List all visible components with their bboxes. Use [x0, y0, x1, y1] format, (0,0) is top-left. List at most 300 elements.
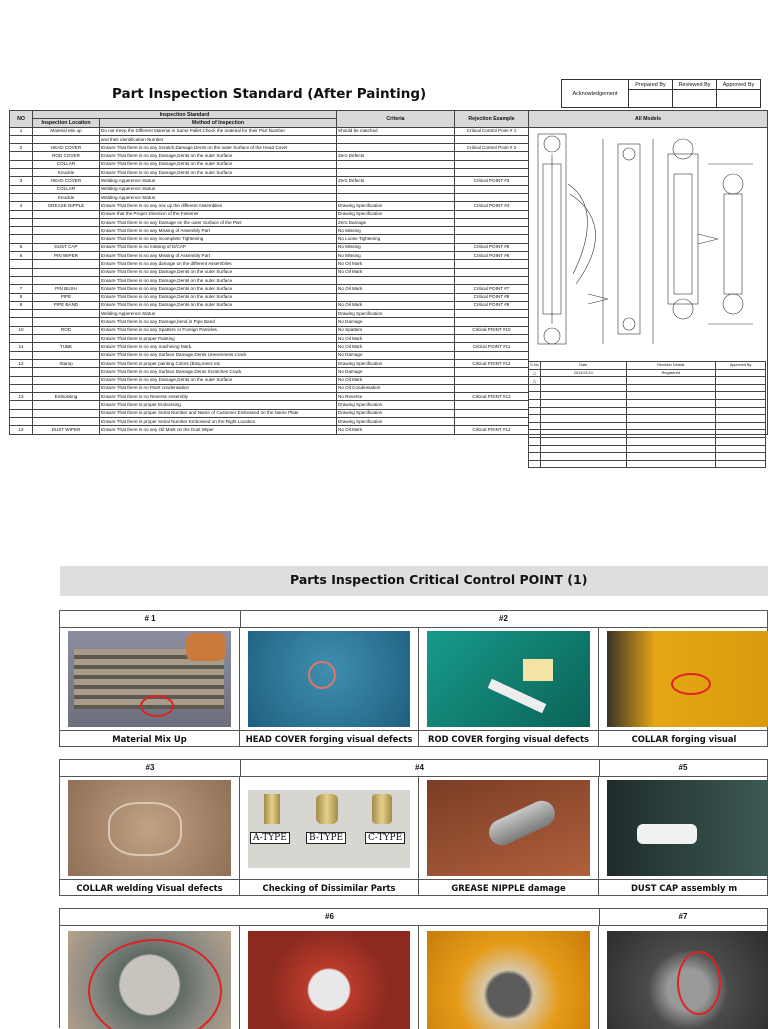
- photo-group-1: [59, 610, 768, 747]
- cell-no: [10, 210, 33, 218]
- revision-cell: [540, 384, 626, 392]
- cell-rejection: Critical POINT #9: [455, 301, 529, 309]
- cell-criteria: [337, 276, 455, 284]
- cell-method: Ensure That there is proper Serial Number Embossed on the Right Location: [100, 417, 337, 425]
- cell-criteria: [337, 185, 455, 193]
- cell-method: Ensure That there is no any Damage on the outer Surface of the Part: [100, 218, 337, 226]
- cell-method: Ensure That there is proper Painting: [100, 335, 337, 343]
- revision-cell: [716, 453, 766, 461]
- revision-cell: [716, 422, 766, 430]
- revision-cell: [529, 392, 541, 400]
- photo-cell-rod-cover: [419, 627, 599, 747]
- cell-criteria: [337, 135, 455, 143]
- cell-criteria: No Oil Mark: [337, 343, 455, 351]
- revision-cell: [540, 430, 626, 438]
- cell-criteria: [337, 144, 455, 152]
- approval-box: [561, 79, 761, 108]
- cell-rejection: Critical Control Point # 1: [455, 127, 529, 135]
- cell-no: 6: [10, 252, 33, 260]
- cylinder-drawing: [528, 124, 766, 360]
- header-models: All Models: [529, 111, 768, 128]
- revision-row: [529, 460, 766, 468]
- photo-group-2: [59, 759, 768, 896]
- cell-criteria: Zero Defects: [337, 177, 455, 185]
- cell-location: DUST CAP: [33, 243, 100, 251]
- type-label-a: A-TYPE: [250, 832, 290, 844]
- cell-rejection: [455, 235, 529, 243]
- cell-no: 5: [10, 243, 33, 251]
- revision-cell: [716, 377, 766, 385]
- cell-rejection: Critical POINT #11: [455, 343, 529, 351]
- cell-rejection: [455, 409, 529, 417]
- caption-rod-cover: ROD COVER forging visual defects: [419, 730, 598, 747]
- revision-cell: [626, 415, 716, 423]
- cell-no: [10, 169, 33, 177]
- cell-criteria: No Oil Mark: [337, 376, 455, 384]
- cell-criteria: No Oil Mark: [337, 285, 455, 293]
- photo-cell-dissimilar-parts: [240, 776, 419, 896]
- revision-cell: Registered: [626, 369, 716, 377]
- group-label-7: #7: [599, 909, 767, 926]
- cell-location: [33, 268, 100, 276]
- cell-location: [33, 210, 100, 218]
- cell-method: Welding Apperence Status: [100, 193, 337, 201]
- cell-rejection: [455, 193, 529, 201]
- cell-rejection: [455, 384, 529, 392]
- cell-no: 13: [10, 393, 33, 401]
- revision-cell: [529, 460, 541, 468]
- photo-cell-collar: [599, 627, 768, 747]
- cell-criteria: Zero Defects: [337, 152, 455, 160]
- header-criteria: Criteria: [337, 111, 455, 128]
- cell-method: Ensure That there is no Reverse Assembly: [100, 393, 337, 401]
- photo-pin-wiper-3: [427, 931, 590, 1029]
- cell-rejection: [455, 227, 529, 235]
- cell-no: [10, 417, 33, 425]
- cell-criteria: No Damage: [337, 368, 455, 376]
- caption-dust-cap: DUST CAP assembly m: [599, 879, 768, 896]
- cell-criteria: [337, 293, 455, 301]
- revision-table: [528, 361, 766, 468]
- cell-method: Ensure That there is no any Damage,Dents on the outer Surface: [100, 152, 337, 160]
- cell-location: DUST WIPER: [33, 426, 100, 434]
- cell-method: Ensure That there is no any Scratch,Damage,Dents on the outer Surface of the Head Cover: [100, 144, 337, 152]
- revision-row: [529, 377, 766, 385]
- revision-cell: [540, 392, 626, 400]
- group-label-3: #3: [60, 760, 241, 777]
- revision-cell: [626, 437, 716, 445]
- cell-method: Ensure That there is no any machining Mark.: [100, 343, 337, 351]
- revision-cell: [540, 407, 626, 415]
- cell-no: 10: [10, 326, 33, 334]
- cell-location: ROD: [33, 326, 100, 334]
- revision-cell: [529, 399, 541, 407]
- cell-location: Knuckle: [33, 193, 100, 201]
- header-method: Method of Inspection: [100, 119, 337, 127]
- cell-method: Ensure That there is no any Damage,Dents on the outer Surface: [100, 293, 337, 301]
- caption-head-cover: HEAD COVER forging visual defects: [240, 730, 418, 747]
- cell-no: 3: [10, 177, 33, 185]
- cell-location: [33, 351, 100, 359]
- cell-rejection: Critical Control Point # 2: [455, 144, 529, 152]
- header-no: NO: [10, 111, 33, 128]
- photo-cell-collar-welding: [60, 776, 240, 896]
- cell-location: [33, 276, 100, 284]
- cell-no: [10, 235, 33, 243]
- cell-method: Ensure That there is no any Damage,Dents on the outer Surface: [100, 376, 337, 384]
- revision-header-row: [529, 362, 766, 370]
- cell-no: [10, 152, 33, 160]
- cell-location: [33, 335, 100, 343]
- critical-control-banner: [60, 566, 768, 596]
- cell-rejection: Critical POINT #13: [455, 393, 529, 401]
- reviewed-by-label: Reviewed By: [673, 80, 717, 90]
- cell-location: [33, 318, 100, 326]
- revision-cell: [716, 430, 766, 438]
- cell-rejection: [455, 185, 529, 193]
- cell-criteria: No Loose Tightening: [337, 235, 455, 243]
- photo-head-cover: [248, 631, 410, 727]
- revision-cell: [626, 422, 716, 430]
- cell-method: Ensure That there is no any Damage,Dents on the outer Surface: [100, 169, 337, 177]
- cell-rejection: Critical POINT #8: [455, 293, 529, 301]
- revision-cell: [529, 415, 541, 423]
- photo-cell-grease-nipple: [419, 776, 599, 896]
- cell-criteria: Drawing Specification: [337, 359, 455, 367]
- cell-criteria: Should be matched: [337, 127, 455, 135]
- photo-material-mix: [68, 631, 231, 727]
- cell-location: TUBE: [33, 343, 100, 351]
- cell-criteria: No Damage: [337, 351, 455, 359]
- cell-no: [10, 368, 33, 376]
- caption-grease-nipple: GREASE NIPPLE damage: [419, 879, 598, 896]
- cell-no: 12: [10, 359, 33, 367]
- cell-no: 9: [10, 301, 33, 309]
- cell-location: HEAD COVER: [33, 144, 100, 152]
- caption-dissimilar-parts: Checking of Dissimilar Parts: [240, 879, 418, 896]
- group-label-2: #2: [240, 611, 767, 628]
- revision-cell: [529, 445, 541, 453]
- cell-method: Ensure That there is no any Damage,Dents on the outer Surface: [100, 160, 337, 168]
- cell-method: Ensure That there is no missing of D/CAP: [100, 243, 337, 251]
- cell-criteria: Drawing Specification: [337, 310, 455, 318]
- cell-criteria: [337, 160, 455, 168]
- caption-collar: COLLAR forging visual: [599, 730, 768, 747]
- revision-row: [529, 399, 766, 407]
- cell-location: [33, 409, 100, 417]
- revision-cell: [626, 407, 716, 415]
- photo-cell-pin-wiper-3: [419, 925, 599, 1029]
- cell-criteria: No Reverse: [337, 393, 455, 401]
- revision-row: [529, 369, 766, 377]
- cell-no: [10, 335, 33, 343]
- cell-location: Stamp: [33, 359, 100, 367]
- photo-cell-pin-bush: [599, 925, 768, 1029]
- photo-dust-cap: [607, 780, 768, 876]
- cell-location: [33, 376, 100, 384]
- revision-cell: [716, 415, 766, 423]
- revision-header: Revision Details: [626, 362, 716, 370]
- group-label-4: #4: [240, 760, 600, 777]
- cell-location: Knuckle: [33, 169, 100, 177]
- cell-rejection: [455, 218, 529, 226]
- revision-cell: [626, 460, 716, 468]
- cell-no: 7: [10, 285, 33, 293]
- revision-header: Date: [540, 362, 626, 370]
- revision-cell: [529, 369, 541, 377]
- cell-method: Ensure That there is no any Oil Mark on the Dust Wiper: [100, 426, 337, 434]
- cell-method: Welding Apperence Status: [100, 310, 337, 318]
- revision-cell: [540, 437, 626, 445]
- header-standard: Inspection Standard: [33, 111, 337, 119]
- photo-nipples: [248, 790, 410, 868]
- cell-method: Ensure That there is no Paint condensation: [100, 384, 337, 392]
- cell-method: Ensure That there is no any Spatters or Foreign Particles.: [100, 326, 337, 334]
- caption-material-mix: Material Mix Up: [60, 730, 239, 747]
- cell-no: [10, 160, 33, 168]
- cell-criteria: No Oil Mark: [337, 426, 455, 434]
- cell-method: Ensure That there is no any incomplete Tightening: [100, 235, 337, 243]
- revision-cell: [529, 430, 541, 438]
- revision-cell: [540, 399, 626, 407]
- revision-cell: [540, 377, 626, 385]
- photo-cell-pin-wiper-2: [240, 925, 419, 1029]
- cell-no: [10, 318, 33, 326]
- photo-collar-welding: [68, 780, 231, 876]
- cell-method: Ensure That there is proper painting Colors (Bisq,mesz etc.: [100, 359, 337, 367]
- cell-no: [10, 193, 33, 201]
- cell-location: Embossing: [33, 393, 100, 401]
- revision-triangle-icon: △: [533, 371, 536, 376]
- revision-cell: [540, 445, 626, 453]
- cell-location: [33, 218, 100, 226]
- cell-no: 1: [10, 127, 33, 135]
- cell-location: PIN BUSH: [33, 285, 100, 293]
- cell-no: 8: [10, 293, 33, 301]
- header-rejection: Rejection Example: [455, 111, 529, 128]
- cell-method: Welding Apperence Status: [100, 177, 337, 185]
- cell-rejection: Critical POINT #10: [455, 326, 529, 334]
- group-label-6: #6: [60, 909, 600, 926]
- approved-by-label: Approved By: [717, 80, 761, 90]
- revision-cell: [716, 445, 766, 453]
- cell-criteria: No Oil Mark: [337, 260, 455, 268]
- revision-cell: [716, 384, 766, 392]
- cell-location: [33, 227, 100, 235]
- cell-location: PIPE BAND: [33, 301, 100, 309]
- cell-rejection: Critical POINT #12: [455, 359, 529, 367]
- revision-cell: [529, 437, 541, 445]
- cell-criteria: No Oil Mark: [337, 268, 455, 276]
- cell-rejection: Critical POINT #4: [455, 202, 529, 210]
- cell-no: [10, 376, 33, 384]
- cell-method: Ensure That there is no any Missing of Assembly Part: [100, 227, 337, 235]
- revision-triangle-icon: △: [533, 378, 536, 383]
- cell-criteria: Drawing Specification: [337, 202, 455, 210]
- cell-no: [10, 409, 33, 417]
- cell-rejection: [455, 160, 529, 168]
- cell-rejection: [455, 318, 529, 326]
- revision-row: [529, 392, 766, 400]
- cell-rejection: [455, 276, 529, 284]
- cell-location: [33, 135, 100, 143]
- photo-collar: [607, 631, 768, 727]
- cell-criteria: Drawing Specification: [337, 210, 455, 218]
- revision-row: [529, 453, 766, 461]
- revision-cell: [529, 407, 541, 415]
- cell-location: PIN WIPER: [33, 252, 100, 260]
- cell-no: [10, 276, 33, 284]
- section-title: Parts Inspection Critical Control POINT (1): [290, 572, 588, 587]
- revision-cell: [540, 422, 626, 430]
- cell-criteria: Drawing Specification: [337, 401, 455, 409]
- cell-no: 11: [10, 343, 33, 351]
- cell-rejection: [455, 417, 529, 425]
- cell-criteria: Zero Damage: [337, 218, 455, 226]
- cell-method: Ensure That there is no any Surface Damage,Dents Unevenness Crack: [100, 351, 337, 359]
- cell-criteria: [337, 169, 455, 177]
- revision-cell: [529, 422, 541, 430]
- cell-rejection: Critical POINT #7: [455, 285, 529, 293]
- cell-rejection: Critical POINT #3: [455, 177, 529, 185]
- cell-location: [33, 384, 100, 392]
- cell-rejection: [455, 135, 529, 143]
- cell-no: [10, 218, 33, 226]
- cell-method: Ensure That there is no any Damage,Dents on the outer Surface: [100, 285, 337, 293]
- group-label-1: # 1: [60, 611, 241, 628]
- revision-row: [529, 445, 766, 453]
- revision-cell: [540, 415, 626, 423]
- cell-no: [10, 310, 33, 318]
- cell-no: [10, 268, 33, 276]
- caption-collar-welding: COLLAR welding Visual defects: [60, 879, 239, 896]
- cell-location: [33, 368, 100, 376]
- revision-cell: [626, 430, 716, 438]
- cell-rejection: Critical POINT #12: [455, 426, 529, 434]
- photo-cell-head-cover: [240, 627, 419, 747]
- cell-method: Ensure That there is no any Damage,Dents on the outer Surface: [100, 276, 337, 284]
- revision-cell: [716, 399, 766, 407]
- cell-no: [10, 401, 33, 409]
- photo-group-3: [59, 908, 768, 1028]
- cell-location: [33, 310, 100, 318]
- cell-criteria: Drawing Specification: [337, 417, 455, 425]
- revision-cell: [626, 453, 716, 461]
- page-title: Part Inspection Standard (After Painting): [112, 86, 427, 102]
- revision-cell: [626, 377, 716, 385]
- cell-location: PIPE: [33, 293, 100, 301]
- photo-pin-wiper-1: [68, 931, 231, 1029]
- revision-row: [529, 384, 766, 392]
- revision-row: [529, 437, 766, 445]
- cell-location: COLLAR: [33, 185, 100, 193]
- cell-criteria: [337, 193, 455, 201]
- cell-rejection: [455, 335, 529, 343]
- revision-cell: [626, 392, 716, 400]
- revision-cell: [716, 460, 766, 468]
- photo-pin-bush: [607, 931, 768, 1029]
- cell-no: 2: [10, 144, 33, 152]
- revision-cell: [626, 384, 716, 392]
- cell-rejection: Critical POINT #6: [455, 252, 529, 260]
- cell-rejection: [455, 351, 529, 359]
- cell-rejection: [455, 401, 529, 409]
- revision-cell: [626, 399, 716, 407]
- prepared-by-label: Prepared By: [629, 80, 673, 90]
- cell-method: Ensure That there is no any damage on the different Assemblies: [100, 260, 337, 268]
- cell-location: [33, 235, 100, 243]
- cell-rejection: Critical POINT #5: [455, 243, 529, 251]
- cell-location: ROD COVER: [33, 152, 100, 160]
- cell-method: Do not Keep the Different Material in Same Pallet.Check the material for their Part Number: [100, 127, 337, 135]
- revision-row: [529, 407, 766, 415]
- approved-signature: [717, 90, 761, 108]
- cell-no: [10, 227, 33, 235]
- photo-rod-cover: [427, 631, 590, 727]
- cell-criteria: No Spatters: [337, 326, 455, 334]
- cell-no: 4: [10, 202, 33, 210]
- reviewed-signature: [673, 90, 717, 108]
- cell-rejection: [455, 376, 529, 384]
- cell-rejection: [455, 260, 529, 268]
- cell-no: 12: [10, 426, 33, 434]
- cell-method: Ensure That there is no any Damage,Dents on the outer Surface: [100, 301, 337, 309]
- cell-criteria: No Oil Condensation: [337, 384, 455, 392]
- cell-rejection: [455, 169, 529, 177]
- photo-cell-dust-cap: [599, 776, 768, 896]
- cell-rejection: [455, 268, 529, 276]
- photo-cell-material-mix: [60, 627, 240, 747]
- photo-grease-nipple: [427, 780, 590, 876]
- cell-no: [10, 384, 33, 392]
- acknowledgement-label: Acknowledgement: [562, 80, 629, 108]
- cell-no: [10, 135, 33, 143]
- revision-header: Approved By: [716, 362, 766, 370]
- prepared-signature: [629, 90, 673, 108]
- revision-cell: [626, 445, 716, 453]
- group-label-5: #5: [599, 760, 767, 777]
- revision-cell: [716, 369, 766, 377]
- cell-location: HEAD COVER: [33, 177, 100, 185]
- cell-no: [10, 260, 33, 268]
- header-location: Inspection Location: [33, 119, 100, 127]
- cell-rejection: [455, 310, 529, 318]
- cell-rejection: [455, 368, 529, 376]
- cell-method: Ensure That there is no any Missing of Assembly Part: [100, 252, 337, 260]
- cell-criteria: No Oil Mark: [337, 301, 455, 309]
- type-label-c: C-TYPE: [365, 832, 405, 844]
- revision-cell: [540, 460, 626, 468]
- cell-criteria: No Damage: [337, 318, 455, 326]
- revision-row: [529, 422, 766, 430]
- revision-cell: [716, 392, 766, 400]
- cell-method: and their identification Number: [100, 135, 337, 143]
- photo-cell-pin-wiper-1: [60, 925, 240, 1029]
- cell-criteria: Drawing Specification: [337, 409, 455, 417]
- cell-criteria: No Missing: [337, 252, 455, 260]
- cell-method: Ensure That there is no any mix up the different Assemblies: [100, 202, 337, 210]
- type-label-b: B-TYPE: [306, 832, 346, 844]
- cell-criteria: No Missing: [337, 227, 455, 235]
- cell-rejection: [455, 152, 529, 160]
- revision-cell: [529, 453, 541, 461]
- cell-location: [33, 401, 100, 409]
- revision-cell: [529, 384, 541, 392]
- cell-location: [33, 417, 100, 425]
- cell-method: Ensure That there is no any Damage,Dents on the outer Surface: [100, 268, 337, 276]
- cell-method: Ensure That there is proper Serial Number and Name of Customer Embossed on the Name Plate: [100, 409, 337, 417]
- cell-location: COLLAR: [33, 160, 100, 168]
